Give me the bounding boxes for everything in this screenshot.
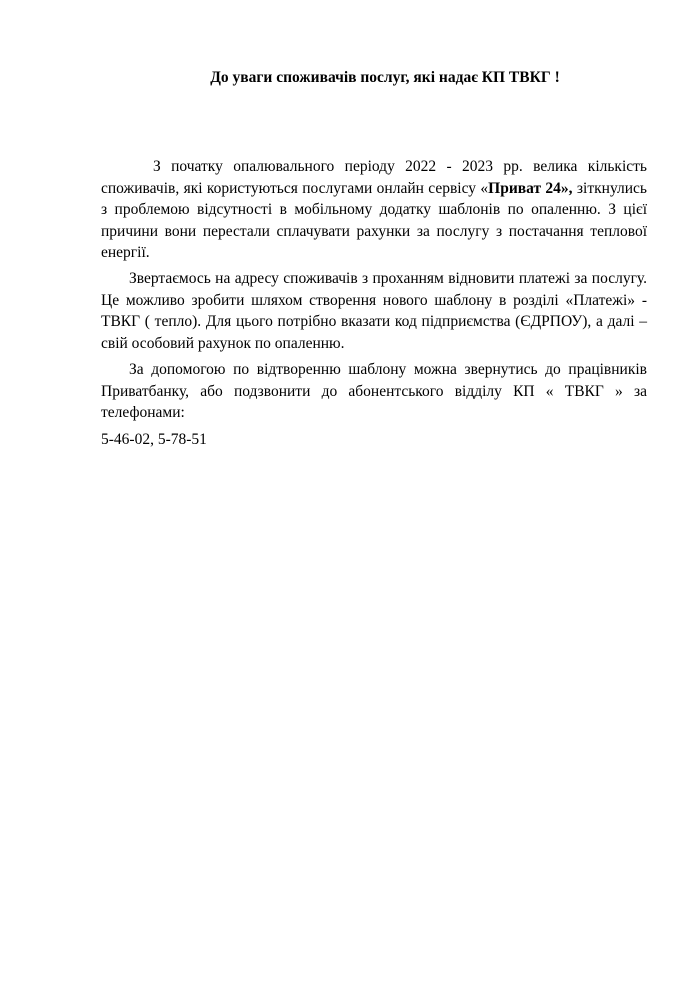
page-title: До уваги споживачів послуг, які надає КП ТВКГ !: [210, 69, 560, 86]
paragraph-contact-help: За допомогою по відтворенню шаблону можна звернутись до працівників Приватбанку, або подзвонити до абонентського відділу КП « ТВКГ » за телефонами:: [101, 361, 647, 421]
phone-numbers: 5-46-02, 5-78-51: [101, 431, 207, 448]
paragraph-1-text-end: зіткнулись з проблемою відсутності в мобільному додатку шаблонів по опаленню. З цієї причини вони перестали сплачувати рахунки за послугу з постачання теплової енергії.: [101, 179, 647, 261]
paragraph-heating-season: [101, 156, 647, 264]
paragraph-1-text-start: З початку опалювального періоду 2022 - 2023 рр. велика кількість споживачів, які користуються послугами онлайн сервісу «: [101, 158, 647, 197]
service-name-privat24: Приват 24»,: [488, 179, 573, 197]
paragraph-restore-payments: Звертаємось на адресу споживачів з проханням відновити платежі за послугу. Це можливо зробити шляхом створення нового шаблону в розділі «Платежі» - ТВКГ ( тепло). Для цього потрібно вказати код підприємства (ЄДРПОУ), а далі – свій особовий рахунок по опаленню.: [101, 270, 647, 352]
